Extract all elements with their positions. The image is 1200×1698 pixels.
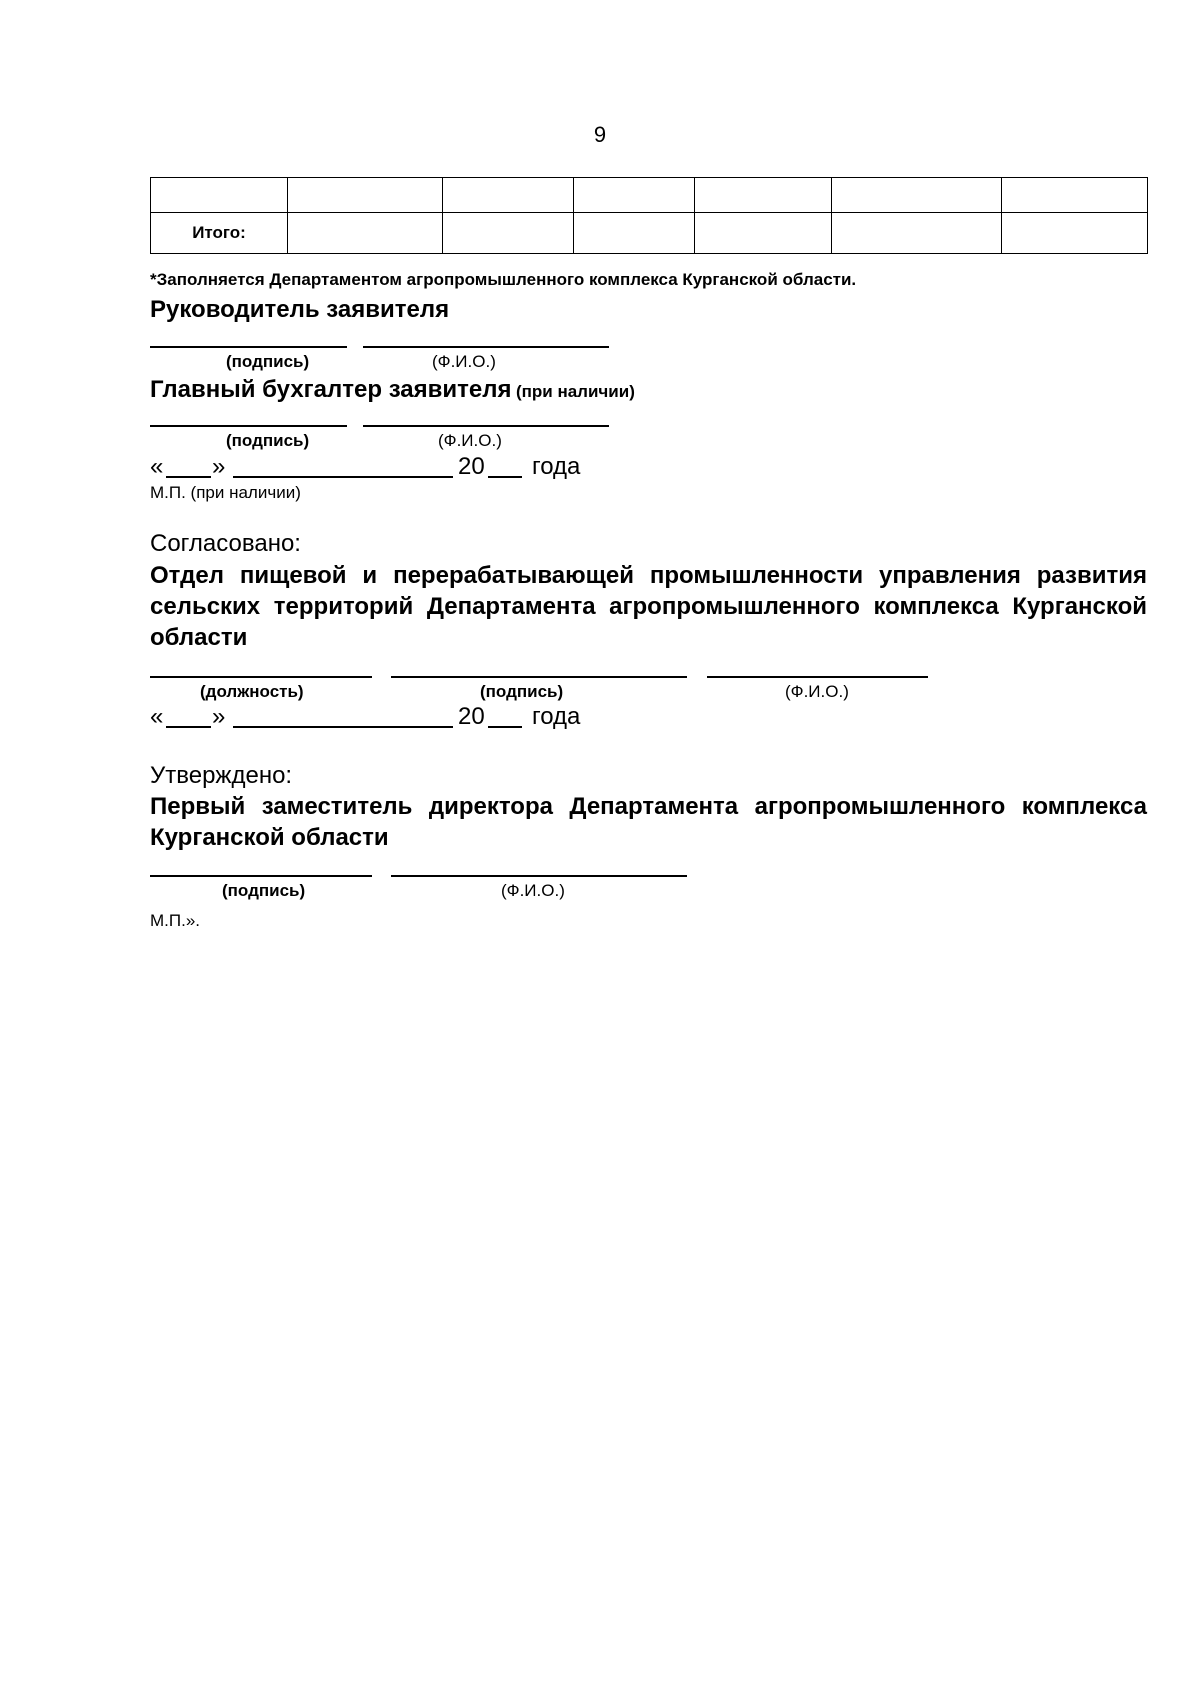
agreed-name-line[interactable] [707,676,928,678]
applicant-head-title: Руководитель заявителя [150,296,450,323]
date-close-quote: » [212,703,226,730]
date-year-suffix: года [532,453,581,480]
agreed-position-line[interactable] [150,676,372,678]
approved-name-caption: (Ф.И.О.) [501,881,565,900]
table-cell [288,178,443,213]
table-row-total [151,213,1148,254]
date-close-quote: » [212,453,226,480]
table-cell [574,213,695,254]
applicant-head-name-caption: (Ф.И.О.) [432,352,496,371]
agreed-signature-line[interactable] [391,676,687,678]
table-cell [832,213,1002,254]
agreed-label: Согласовано: [150,530,301,557]
table-cell [832,178,1002,213]
table-cell [443,178,574,213]
date-year-line[interactable] [488,476,522,478]
approved-body: Первый заместитель директора Департамента агропромышленного комплекса Курганской области [150,793,1147,851]
agreed-position-caption: (должность) [200,682,304,701]
chief-accountant-title-row [150,376,635,404]
approved-signature-caption: (подпись) [222,881,306,900]
date-year-line[interactable] [488,726,522,728]
date-day-line[interactable] [166,476,211,478]
date-open-quote: « [150,703,164,730]
chief-accountant-title-note: (при наличии) [515,382,635,401]
table-row [151,178,1148,213]
agreed-name-caption: (Ф.И.О.) [785,682,849,701]
applicant-head-signature-caption: (подпись) [226,352,310,371]
approved-name-line[interactable] [391,875,687,877]
table-cell [443,213,574,254]
table-cell [574,178,695,213]
stamp-note: М.П. (при наличии) [150,483,301,502]
page-number: 9 [593,122,607,147]
approved-label: Утверждено: [150,762,293,789]
approved-signature-line[interactable] [150,875,372,877]
date-year-prefix: 20 [458,703,485,730]
agreed-signature-caption: (подпись) [480,682,564,701]
table-cell [151,178,288,213]
table-cell [1002,213,1148,254]
date-year-prefix: 20 [458,453,485,480]
chief-accountant-signature-caption: (подпись) [226,431,310,450]
applicant-head-name-line[interactable] [363,346,609,348]
footnote: *Заполняется Департаментом агропромышленного комплекса Курганской области. [150,270,857,289]
table-cell [288,213,443,254]
date-day-line[interactable] [166,726,211,728]
agreed-body: Отдел пищевой и перерабатывающей промышленности управления развития сельских территорий Департамента агропромышленного комплекса Курганской области [150,562,1147,651]
chief-accountant-title: Главный бухгалтер заявителя [150,376,512,403]
applicant-head-signature-line[interactable] [150,346,347,348]
table-cell [695,213,832,254]
date-month-line[interactable] [233,476,453,478]
total-label: Итого: [151,213,288,254]
totals-table [150,177,1148,254]
chief-accountant-name-line[interactable] [363,425,609,427]
date-year-suffix: года [532,703,581,730]
date-month-line[interactable] [233,726,453,728]
table-cell [695,178,832,213]
chief-accountant-signature-line[interactable] [150,425,347,427]
chief-accountant-name-caption: (Ф.И.О.) [438,431,502,450]
final-stamp-note: М.П.». [150,911,201,930]
table-cell [1002,178,1148,213]
date-open-quote: « [150,453,164,480]
